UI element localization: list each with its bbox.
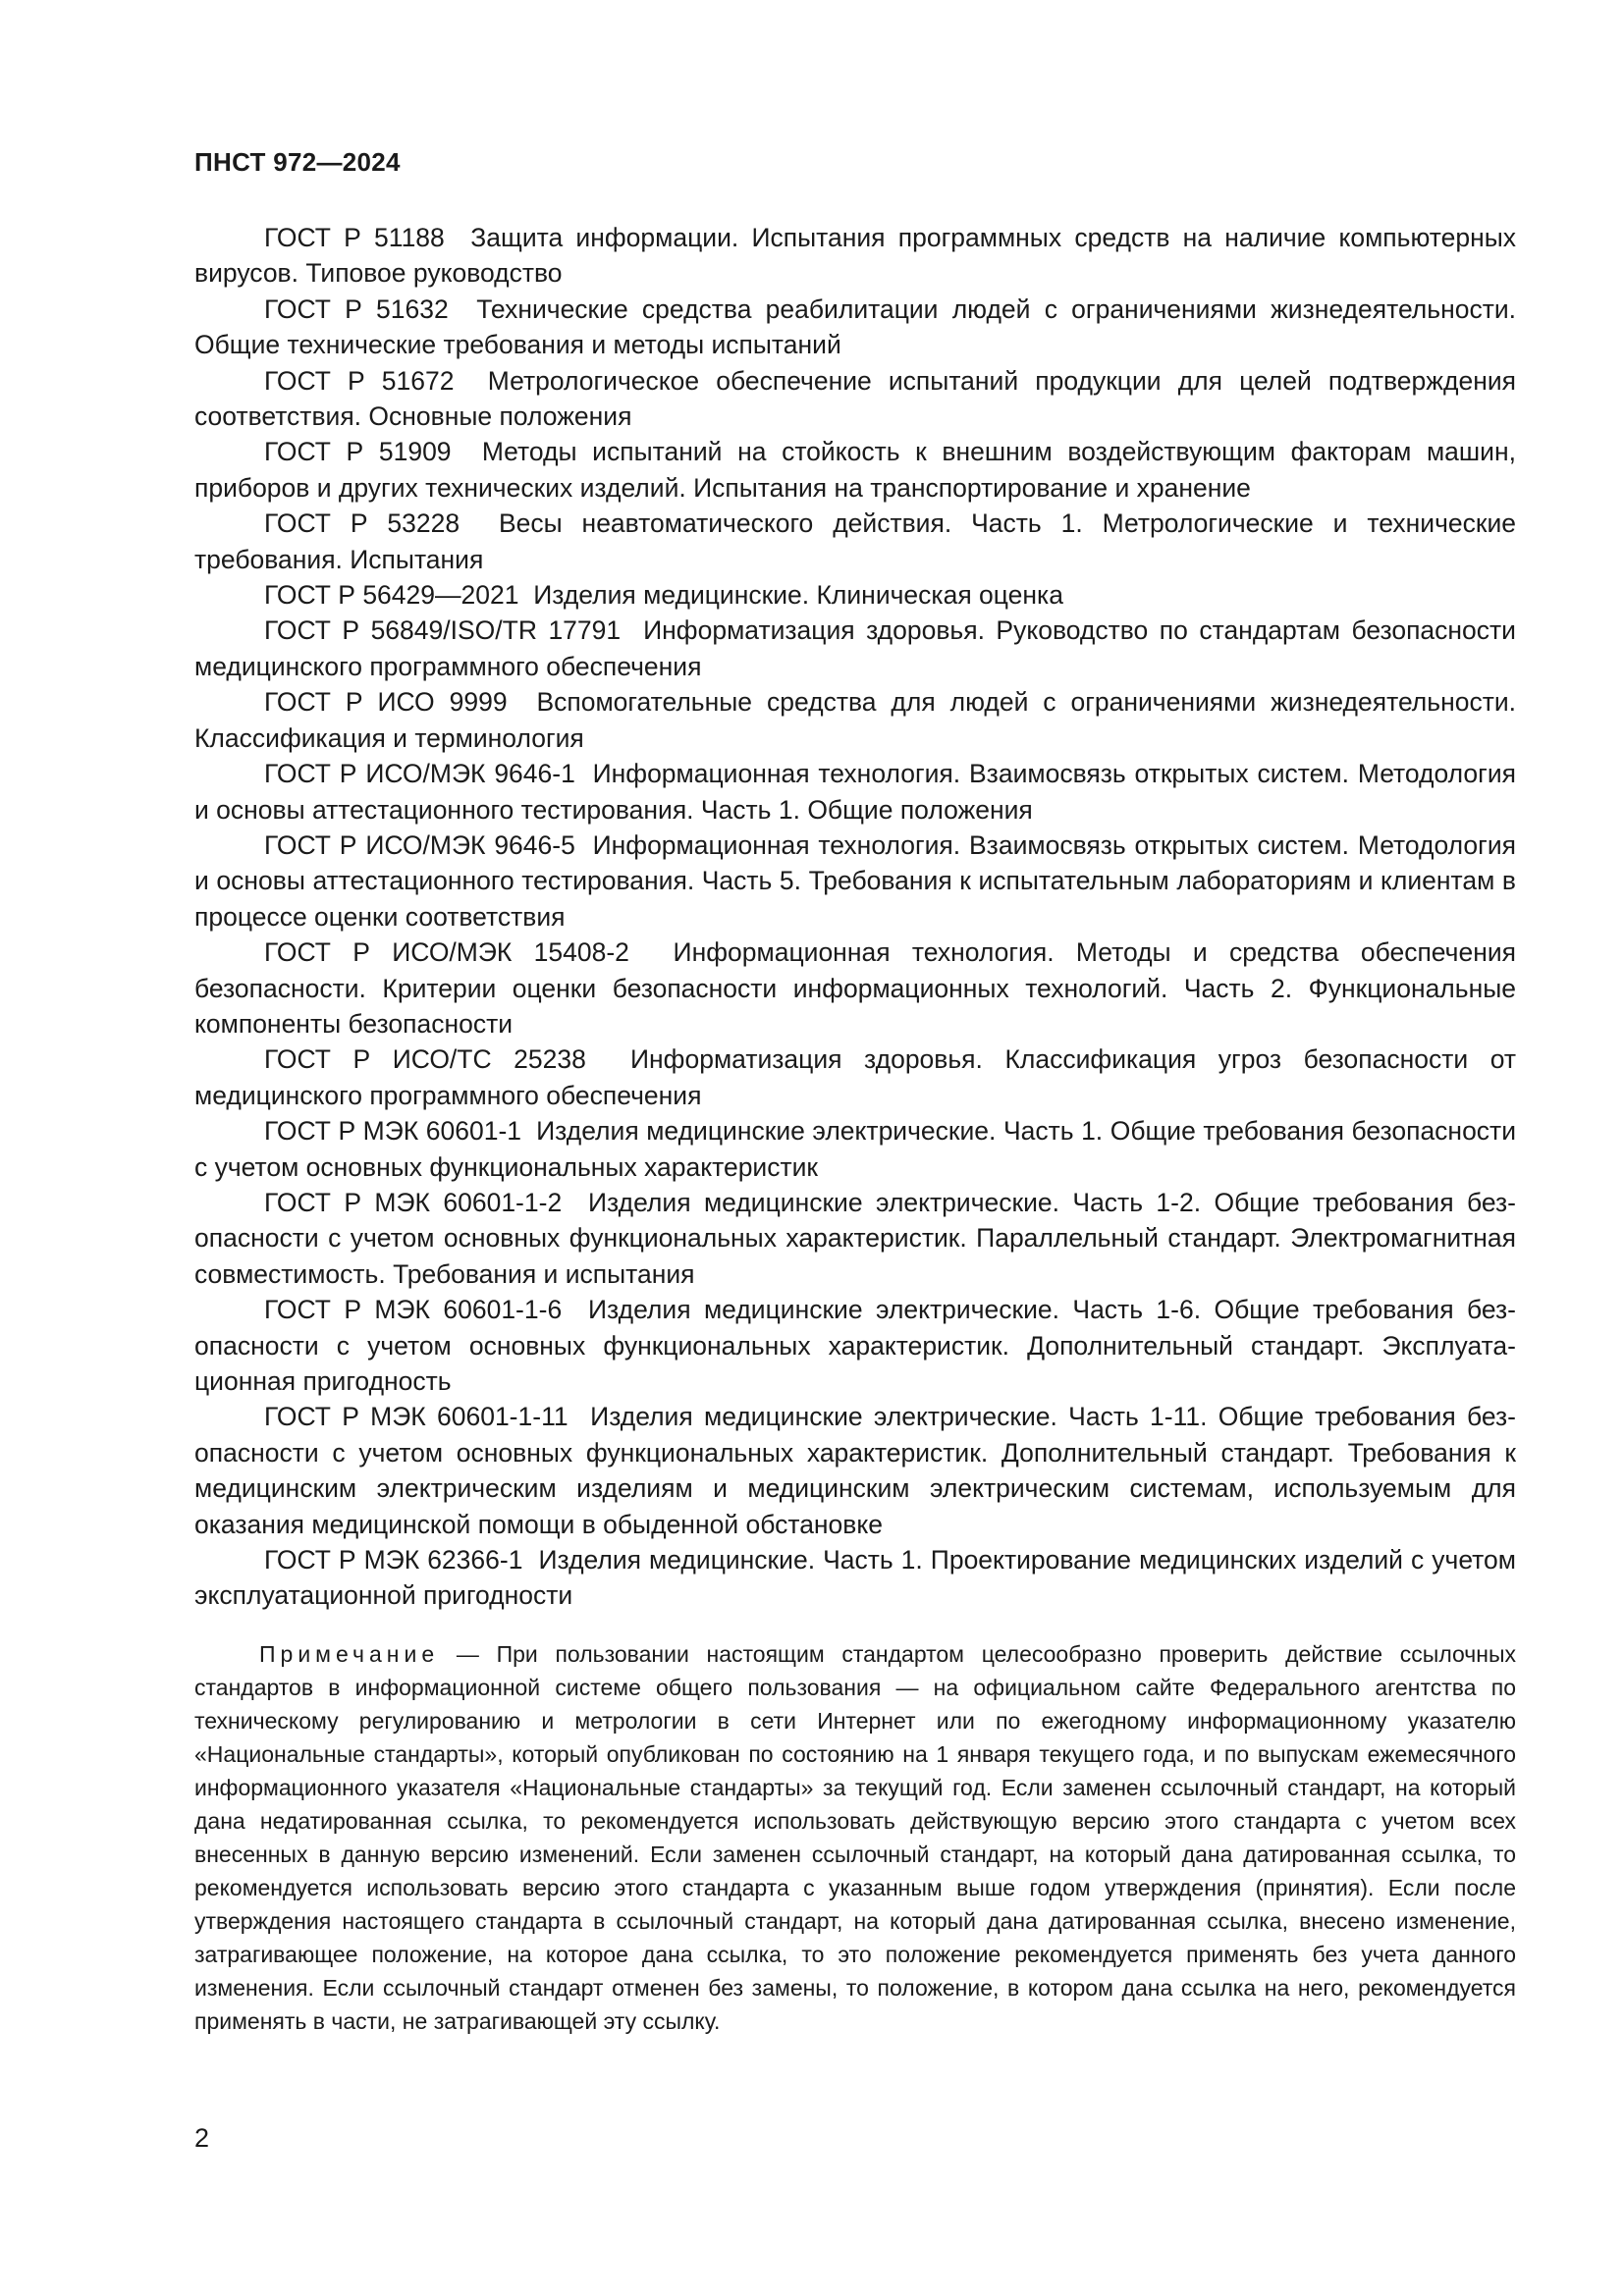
reference-code: ГОСТ Р 56429—2021 [264, 580, 519, 611]
reference-item [194, 1185, 1516, 1292]
reference-title: Изделия медицинские электрические. Часть 1. Общие требования безопасности с учетом основных функциональных характеристик [194, 1116, 1516, 1182]
reference-code: ГОСТ Р МЭК 60601-1 [264, 1116, 522, 1147]
reference-code: ГОСТ Р МЭК 60601-1-6 [264, 1295, 563, 1325]
reference-item [194, 1399, 1516, 1542]
reference-code: ГОСТ Р ИСО 9999 [264, 687, 508, 718]
reference-item [194, 577, 1516, 613]
reference-code: ГОСТ Р ИСО/МЭК 15408-2 [264, 937, 629, 968]
reference-item [194, 506, 1516, 577]
reference-item [194, 828, 1516, 934]
reference-title: Защита информации. Испытания программных средств на наличие компьютерных вирусов. Типовое руководство [194, 223, 1517, 289]
note-text: — При пользовании настоящим стандартом целесообразно проверить действие ссылочных стандартов в информационной системе общего пользования — на официальном сайте Федерального агентства по техническому регулированию и метрологии в сети Интернет или по ежегодному информационному указателю «Национальные стандарты», который опубликован по состоянию на 1 января текущего года, и по выпускам ежемесячного информационного указателя «Национальные стандарты» за текущий год. Если заменен ссылочный стандарт, на который дана недатированная ссылка, то рекомендуется использовать действующую версию этого стандарта с учетом всех внесенных в данную версию изменений. Если заменен ссылочный стандарт, на который дана датированная ссылка, то рекомендуется использовать версию этого стандарта с указанным выше годом утверждения (принятия). Если после утверждения настоящего стандарта в ссылочный стандарт, на который дана датированная ссылка, внесено изменение, затрагивающее положение, на которое дана ссылка, то это положение рекомендуется применять без учета данного изменения. Если ссылочный стандарт отменен без замены, то положение, в котором дана ссылка на него, рекомендуется применять в части, не затрагивающей эту ссылку. [194, 1641, 1516, 2034]
reference-item [194, 1542, 1516, 1614]
reference-code: ГОСТ Р ИСО/ТС 25238 [264, 1044, 586, 1075]
reference-title: Информационная технология. Методы и средства обеспечения безопасности. Критерии оценки безопасности информационных технологий. Часть 2. Функциональные компоненты безопасности [194, 937, 1516, 1039]
reference-item [194, 292, 1516, 363]
reference-title: Весы неавтоматического действия. Часть 1. Метрологические и технические требования. Испытания [194, 508, 1516, 574]
reference-title: Информационная технология. Взаимосвязь открытых систем. Методология и основы аттестационного тестирования. Часть 1. Общие положения [194, 759, 1516, 825]
reference-title: Информационная технология. Взаимосвязь открытых систем. Методология и основы аттестационного тестирования. Часть 5. Требования к испытательным лабораториям и клиентам в процессе оценки соответствия [194, 829, 1516, 932]
reference-item [194, 934, 1516, 1041]
reference-code: ГОСТ Р МЭК 60601-1-2 [264, 1187, 563, 1217]
reference-code: ГОСТ Р 56849/ISO/TR 17791 [264, 615, 622, 646]
reference-title: Информатизация здоровья. Классификация угроз безопасности от медицинского программного обеспечения [194, 1044, 1516, 1110]
reference-title: Изделия медицинские электрические. Часть 1-11. Общие требования безопасности с учетом основных функциональных характеристик. Дополнительный стандарт. Требования к медицинским электрическим изделиям и медицинским электрическим системам, используемым для оказания медицинской помощи в обыденной обстановке [194, 1402, 1516, 1539]
reference-code: ГОСТ Р 51632 [264, 294, 449, 324]
page-number: 2 [194, 2123, 210, 2153]
reference-title: Изделия медицинские. Клиническая оценка [533, 580, 1063, 611]
document-header: ПНСТ 972—2024 [194, 147, 401, 177]
reference-code: ГОСТ Р ИСО/МЭК 9646-1 [264, 759, 575, 789]
reference-item [194, 220, 1516, 292]
reference-item [194, 613, 1516, 684]
reference-item [194, 434, 1516, 506]
reference-code: ГОСТ Р ИСО/МЭК 9646-5 [264, 829, 575, 860]
reference-code: ГОСТ Р 51188 [264, 223, 445, 252]
note-label: Примечание [259, 1641, 440, 1667]
reference-title: Изделия медицинские электрические. Часть 1-2. Общие требования безопасности с учетом основных функциональных характеристик. Параллельный стандарт. Электромагнитная совместимость. Требования и испытания [194, 1187, 1516, 1289]
reference-code: ГОСТ Р 51909 [264, 437, 452, 467]
reference-title: Технические средства реабилитации людей с ограничениями жизнедеятельности. Общие технические требования и методы испытаний [194, 294, 1516, 360]
reference-code: ГОСТ Р 51672 [264, 365, 455, 396]
reference-title: Вспомогательные средства для людей с ограничениями жизнедеятельности. Классификация и терминология [194, 687, 1516, 753]
reference-item [194, 1292, 1516, 1399]
reference-code: ГОСТ Р 53228 [264, 508, 460, 539]
reference-title: Методы испытаний на стойкость к внешним воздействующим факторам машин, приборов и других технических изделий. Испытания на транспортирование и хранение [194, 437, 1516, 503]
reference-item [194, 363, 1516, 435]
reference-item [194, 756, 1516, 828]
reference-item [194, 684, 1516, 756]
reference-title: Метрологическое обеспечение испытаний продукции для целей подтверждения соответствия. Основные положения [194, 365, 1517, 432]
reference-title: Изделия медицинские. Часть 1. Проектирование медицинских изделий с учетом эксплуатационной пригодности [194, 1545, 1516, 1611]
reference-item [194, 1113, 1516, 1185]
note-paragraph [194, 1637, 1516, 2038]
reference-title: Изделия медицинские электрические. Часть 1-6. Общие требования безопасности с учетом основных функциональных характеристик. Дополнительный стандарт. Эксплуатационная пригодность [194, 1295, 1516, 1396]
reference-code: ГОСТ Р МЭК 62366-1 [264, 1545, 523, 1575]
reference-item [194, 1041, 1516, 1113]
normative-references-list [194, 220, 1516, 1614]
reference-title: Информатизация здоровья. Руководство по стандартам безопасности медицинского программного обеспечения [194, 615, 1516, 681]
reference-code: ГОСТ Р МЭК 60601-1-11 [264, 1402, 568, 1432]
